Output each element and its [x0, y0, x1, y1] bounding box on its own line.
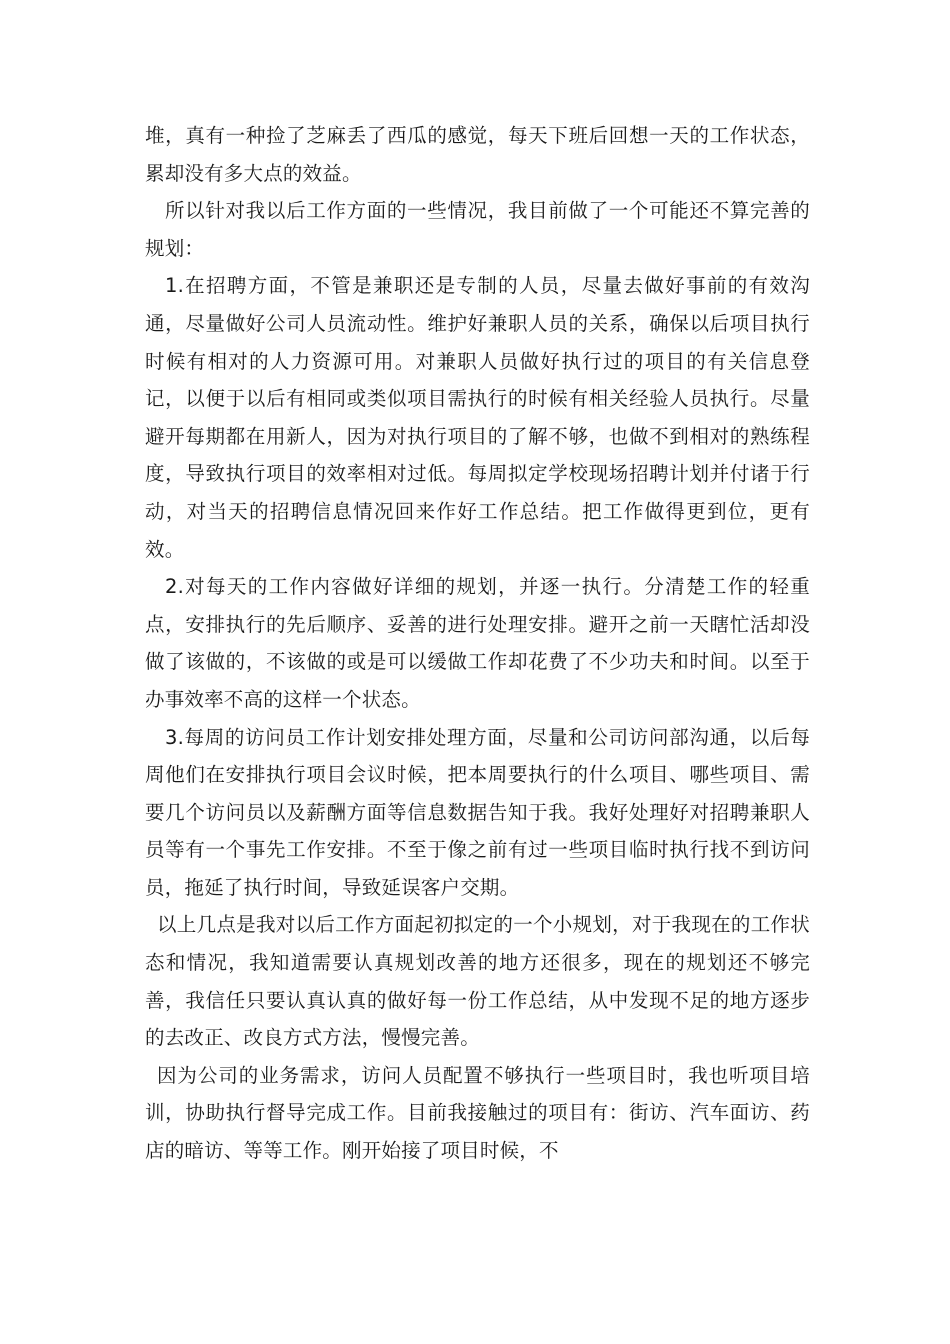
- document-body: [145, 117, 810, 1170]
- paragraph-summary: 以上几点是我对以后工作方面起初拟定的一个小规划，对于我现在的工作状态和情况，我知道需要认真规划改善的地方还很多，现在的规划还不够完善，我信任只要认真认真的做好每一份工作总结，从中发现不足的地方逐步的去改正、改良方式方法，慢慢完善。: [145, 913, 810, 1050]
- paragraph-continuation: 堆，真有一种捡了芝麻丢了西瓜的感觉，每天下班后回想一天的工作状态，累却没有多大点的效益。: [145, 124, 810, 185]
- paragraph-item-1-recruitment: 1.在招聘方面，不管是兼职还是专制的人员，尽量去做好事前的有效沟通，尽量做好公司人员流动性。维护好兼职人员的关系，确保以后项目执行时候有相对的人力资源可用。对兼职人员做好执行过的项目的有关信息登记，以便于以后有相同或类似项目需执行的时候有相关经验人员执行。尽量避开每期都在用新人，因为对执行项目的了解不够，也做不到相对的熟练程度，导致执行项目的效率相对过低。每周拟定学校现场招聘计划并付诸于行动，对当天的招聘信息情况回来作好工作总结。把工作做得更到位，更有效。: [145, 274, 810, 561]
- paragraph-item-2-daily-planning: 2.对每天的工作内容做好详细的规划，并逐一执行。分清楚工作的轻重点，安排执行的先后顺序、妥善的进行处理安排。避开之前一天瞎忙活却没做了该做的，不该做的或是可以缓做工作却花费了不少功夫和时间。以至于办事效率不高的这样一个状态。: [145, 575, 810, 711]
- paragraph-plan-intro: 所以针对我以后工作方面的一些情况，我目前做了一个可能还不算完善的规划：: [145, 199, 810, 260]
- paragraph-item-3-interviewer-schedule: 3.每周的访问员工作计划安排处理方面，尽量和公司访问部沟通，以后每周他们在安排执行项目会议时候，把本周要执行的什么项目、哪些项目、需要几个访问员以及薪酬方面等信息数据告知于我。我好处理好对招聘兼职人员等有一个事先工作安排。不至于像之前有过一些项目临时执行找不到访问员，拖延了执行时间，导致延误客户交期。: [145, 725, 810, 899]
- paragraph-project-support: 因为公司的业务需求，访问人员配置不够执行一些项目时，我也听项目培训，协助执行督导完成工作。目前我接触过的项目有：街访、汽车面访、药店的暗访、等等工作。刚开始接了项目时候，不: [145, 1063, 810, 1163]
